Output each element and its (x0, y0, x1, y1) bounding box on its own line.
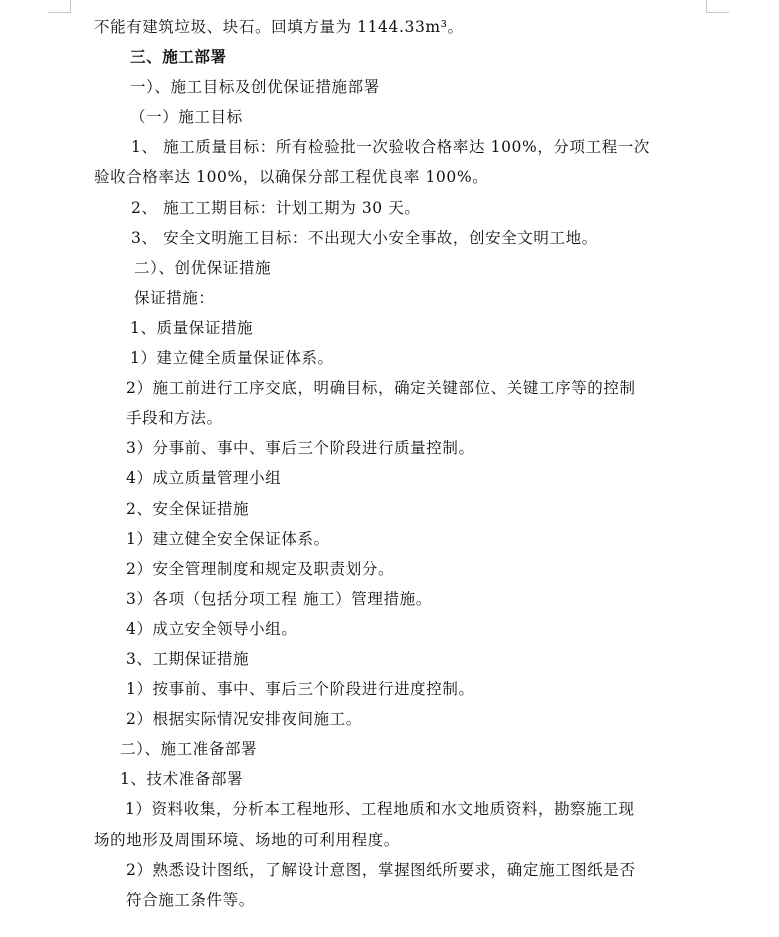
document-body (94, 12, 716, 915)
paragraph-line: 1）建立健全质量保证体系。 (130, 349, 334, 368)
paragraph-line: 3）分事前、事中、事后三个阶段进行质量控制。 (126, 439, 475, 458)
paragraph-line: 保证措施： (134, 288, 215, 307)
paragraph-line: 1、质量保证措施 (130, 318, 254, 337)
paragraph-line: 4）成立安全领导小组。 (126, 619, 298, 638)
paragraph-line: 二）、施工准备部署 (120, 740, 258, 759)
paragraph-line: 3、 安全文明施工目标：不出现大小安全事故，创安全文明工地。 (131, 228, 598, 247)
paragraph-line: 2）熟悉设计图纸，了解设计意图，掌握图纸所要求，确定施工图纸是否 (126, 860, 636, 879)
paragraph-line: 3、工期保证措施 (126, 649, 250, 668)
paragraph-line: 手段和方法。 (126, 409, 223, 428)
paragraph-line: 三、施工部署 (130, 47, 227, 67)
paragraph-line: 验收合格率达 100%，以确保分部工程优良率 100%。 (94, 168, 489, 187)
paragraph-line: （一）施工目标 (130, 108, 243, 127)
paragraph-line: 1）建立健全安全保证体系。 (126, 529, 330, 548)
paragraph-line: 2、 施工工期目标：计划工期为 30 天。 (131, 198, 421, 217)
paragraph-line: 1、技术准备部署 (120, 770, 244, 789)
paragraph-line: 不能有建筑垃圾、块石。回填方量为 1144.33m³。 (94, 18, 464, 36)
paragraph-line: 2、安全保证措施 (126, 499, 250, 518)
paragraph-line: 1）按事前、事中、事后三个阶段进行进度控制。 (126, 680, 475, 699)
paragraph-line: 3）各项（包括分项工程 施工）管理措施。 (126, 589, 432, 608)
paragraph-line: 一）、施工目标及创优保证措施部署 (130, 78, 380, 97)
paragraph-line: 2）施工前进行工序交底，明确目标，确定关键部位、关键工序等的控制 (126, 379, 636, 398)
paragraph-line: 2）安全管理制度和规定及职责划分。 (126, 559, 395, 578)
left-margin-marker (48, 0, 71, 13)
paragraph-line: 符合施工条件等。 (126, 890, 255, 909)
paragraph-line: 1）资料收集，分析本工程地形、工程地质和水文地质资料，勘察施工现 (125, 800, 635, 819)
paragraph-line: 场的地形及周围环境、场地的可利用程度。 (94, 830, 400, 849)
paragraph-line: 二）、创优保证措施 (134, 258, 272, 277)
paragraph-line: 1、 施工质量目标：所有检验批一次验收合格率达 100%，分项工程一次 (131, 138, 651, 157)
paragraph-line: 2）根据实际情况安排夜间施工。 (126, 710, 362, 729)
paragraph-line: 4）成立质量管理小组 (126, 469, 282, 488)
